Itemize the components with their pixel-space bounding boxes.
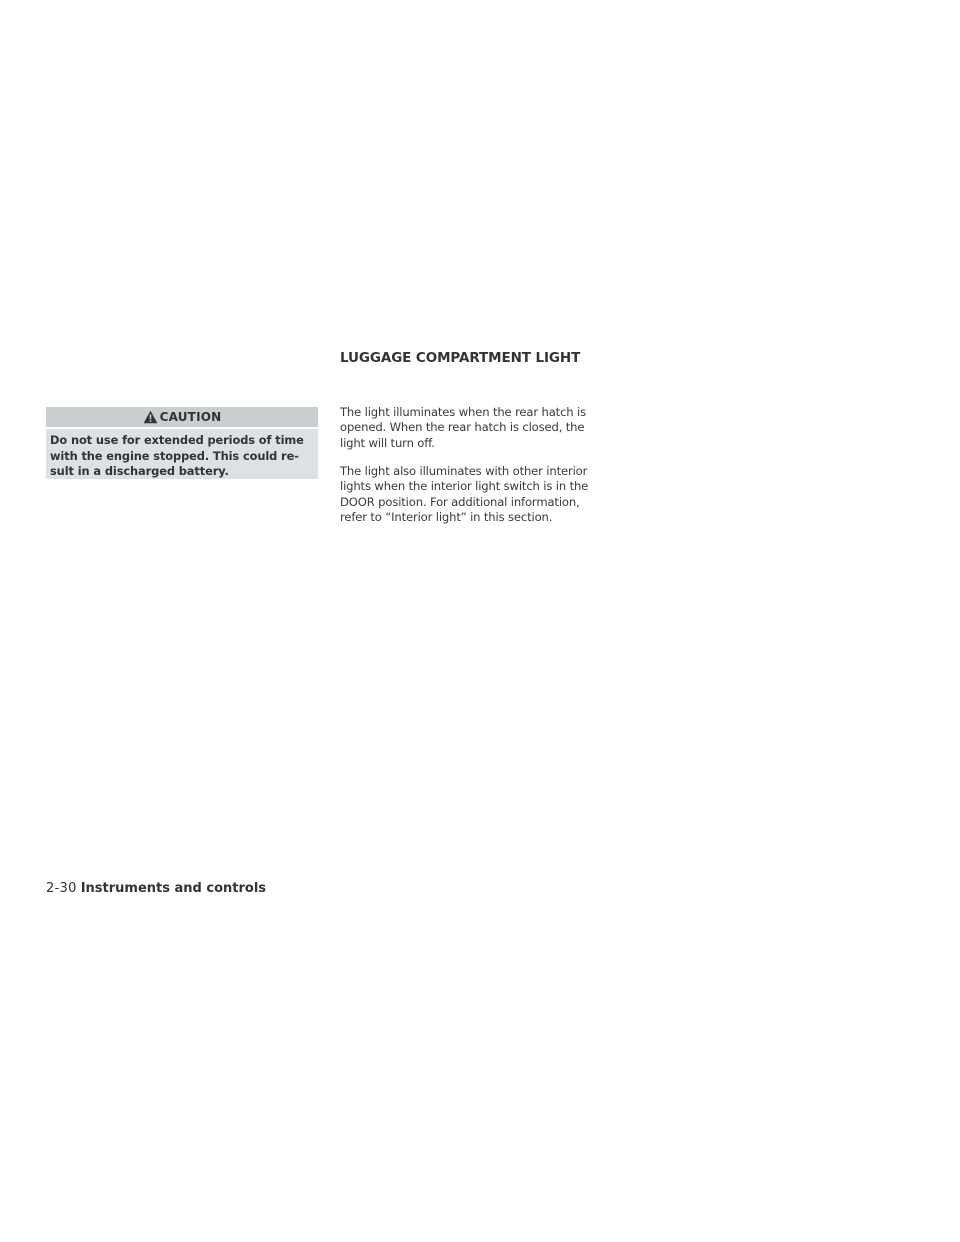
paragraph-line: The light illuminates when the rear hatch is — [340, 405, 586, 419]
paragraph-line: lights when the interior light switch is in the — [340, 479, 589, 494]
caution-box — [46, 407, 318, 479]
paragraph-line: refer to “Interior light” in this section. — [340, 509, 553, 524]
chapter-title: Instruments and controls — [80, 881, 267, 896]
caution-title: CAUTION — [159, 410, 222, 424]
paragraph-interior-lights — [340, 464, 613, 525]
caution-line: Do not use for extended periods of time — [50, 433, 304, 447]
section-heading: LUGGAGE COMPARTMENT LIGHT — [340, 350, 581, 366]
caution-text — [46, 429, 318, 479]
page-number: 2-30 — [46, 881, 77, 896]
warning-triangle-icon — [143, 410, 158, 424]
caution-header — [46, 407, 318, 427]
paragraph-line: DOOR position. For additional information, — [340, 494, 580, 509]
page-footer — [46, 877, 266, 896]
caution-line: with the engine stopped. This could re- — [50, 448, 299, 463]
paragraph-luggage-light — [340, 405, 613, 451]
paragraph-line: light will turn off. — [340, 435, 435, 450]
paragraph-line: The light also illuminates with other interior — [340, 464, 588, 478]
caution-line: sult in a discharged battery. — [50, 464, 229, 478]
paragraph-line: opened. When the rear hatch is closed, the — [340, 420, 585, 435]
